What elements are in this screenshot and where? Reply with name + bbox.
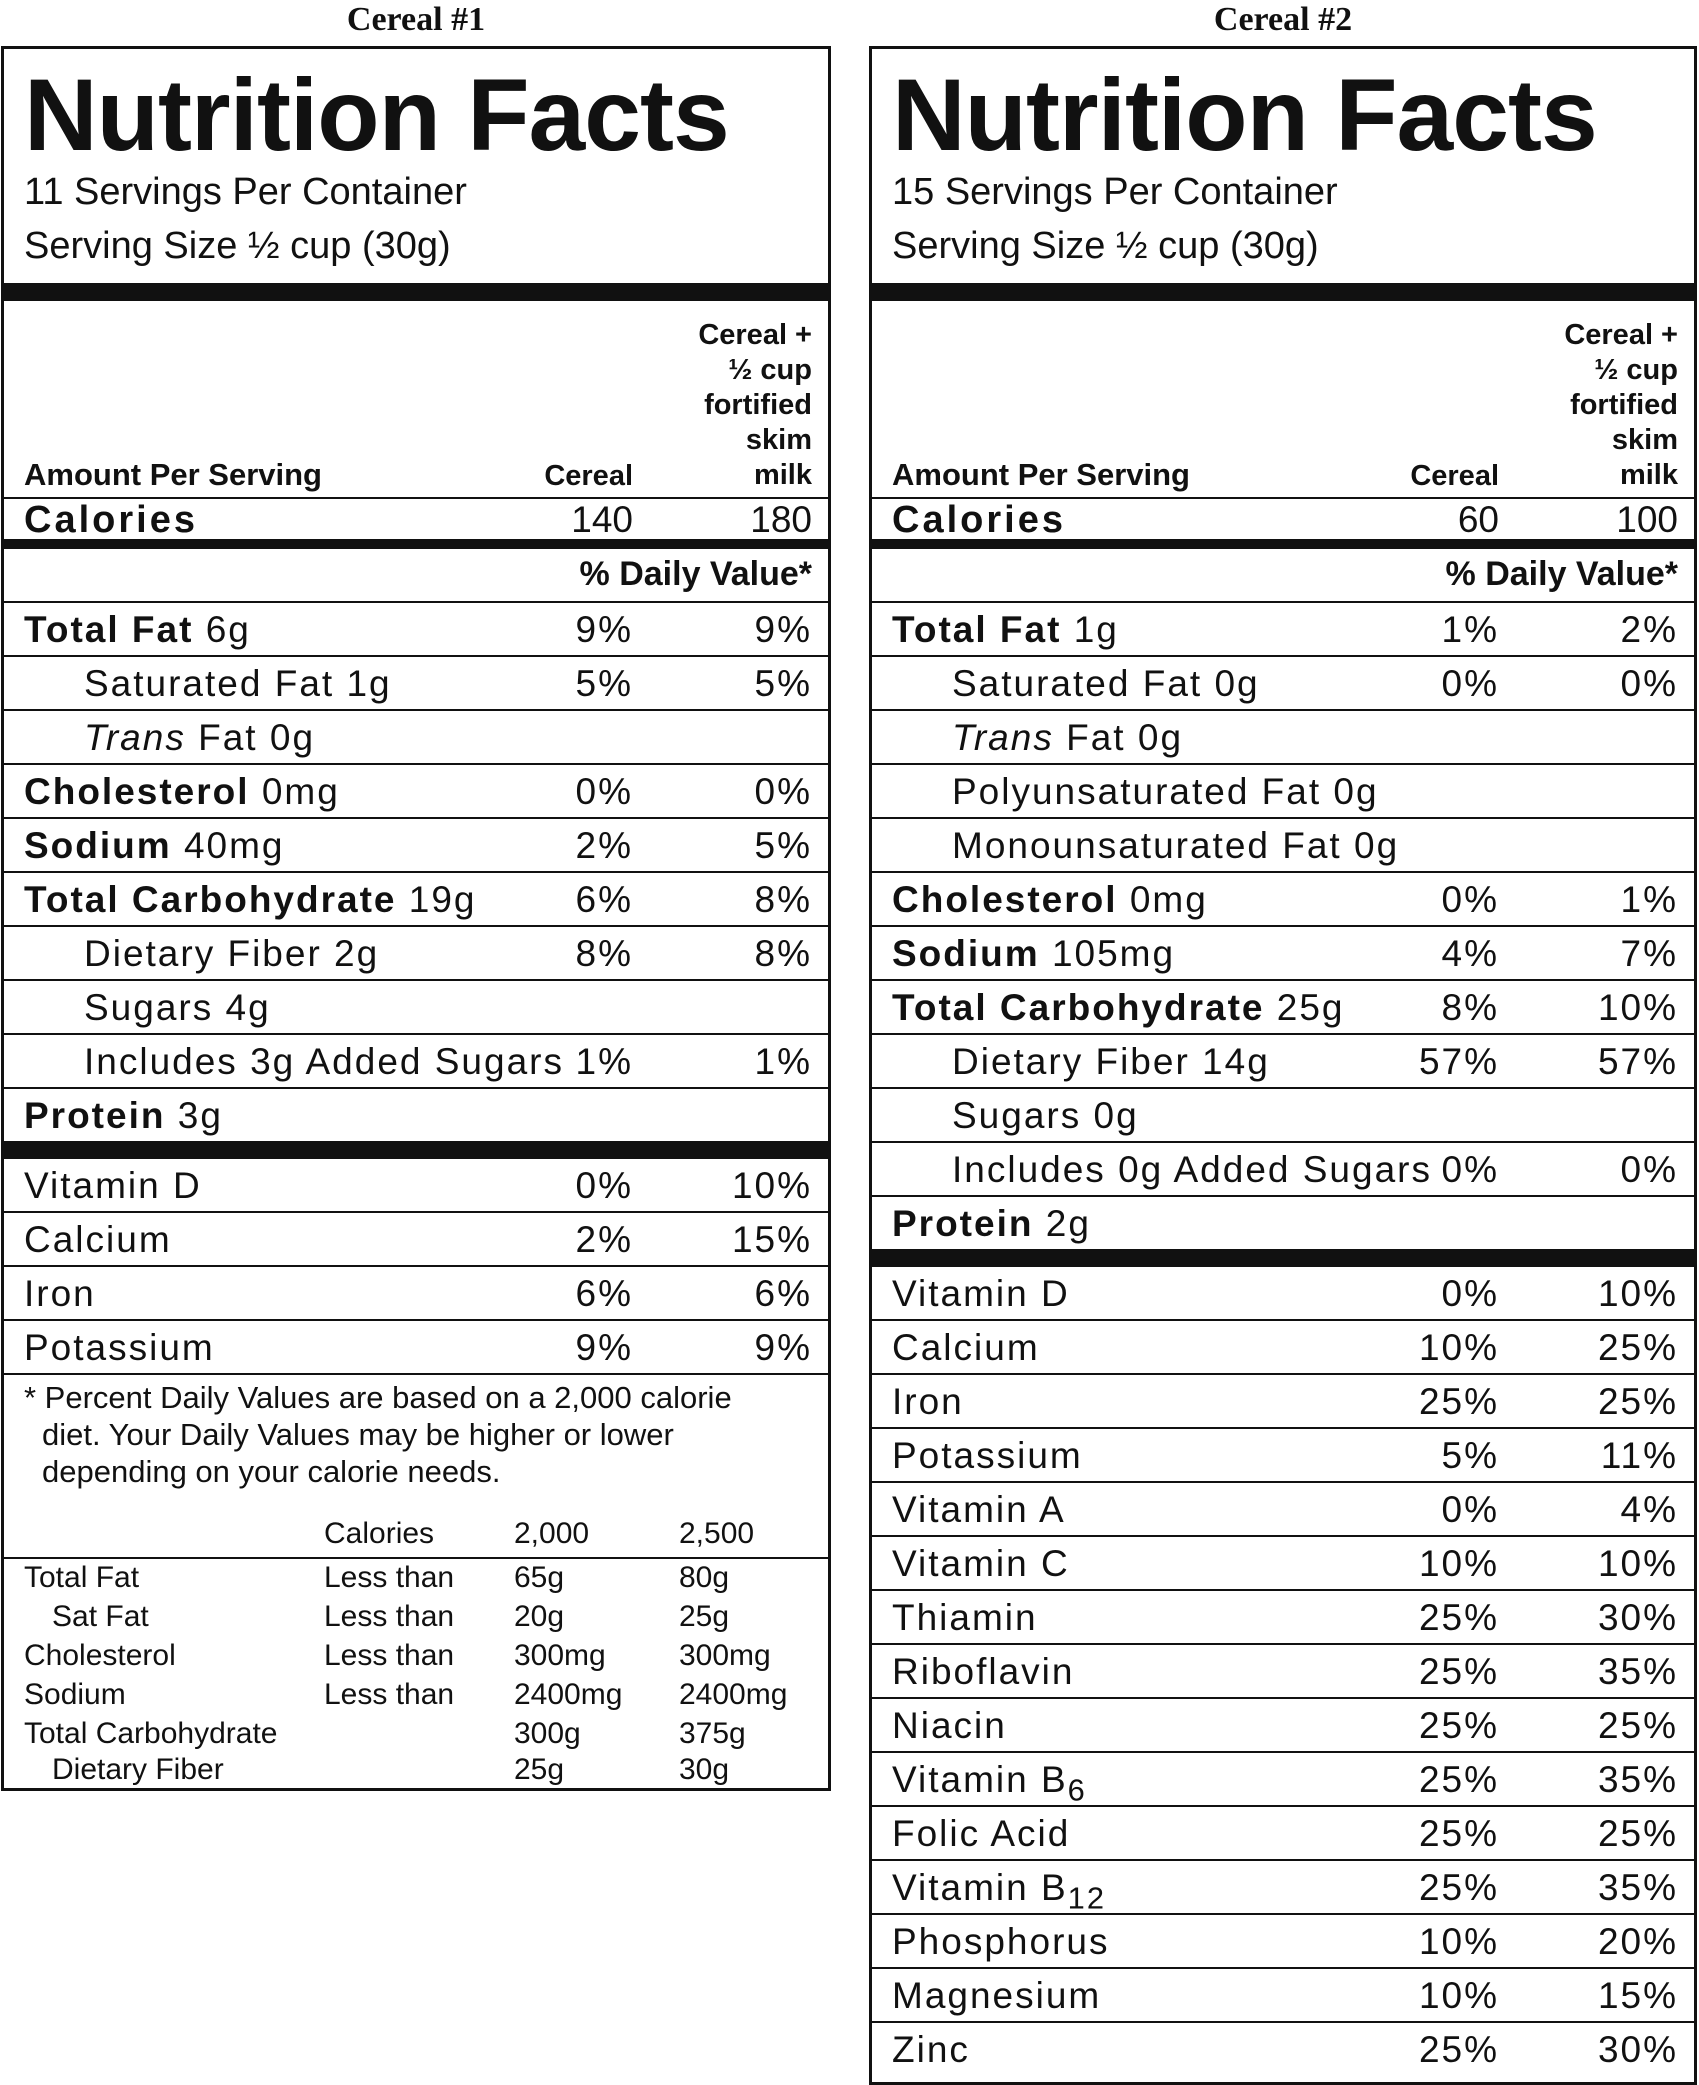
vitamin-dv-cereal: 10%	[1418, 1543, 1499, 1584]
nutrient-dv-cereal: 0%	[1441, 879, 1499, 920]
nutrient-amount: 6g	[193, 609, 251, 650]
vitamin-dv-milk: 10%	[1597, 1273, 1678, 1314]
vitamin-list	[872, 1267, 1694, 2075]
nutrient-amount: 0mg	[249, 771, 340, 812]
nutrient-amount: Includes 3g Added Sugars	[84, 1041, 564, 1082]
footnote-line: diet. Your Daily Values may be higher or lower	[42, 1417, 674, 1452]
vitamin-dv-milk: 35%	[1597, 1651, 1678, 1692]
nutrient-name	[24, 1095, 223, 1137]
vitamin-dv-milk: 35%	[1597, 1759, 1678, 1800]
vitamin-row	[872, 1321, 1694, 1375]
vitamin-dv-milk: 4%	[1620, 1489, 1678, 1530]
vitamin-name	[892, 1813, 1070, 1855]
vitamin-dv-milk: 6%	[754, 1273, 812, 1314]
nutrient-name-bold: Protein	[24, 1095, 166, 1136]
servings-per-container: 11 Servings Per Container	[24, 171, 467, 213]
vitamin-name-text: Riboflavin	[892, 1651, 1075, 1692]
cereal2-heading: Cereal #2	[1213, 1, 1353, 38]
vitamin-row	[872, 1753, 1694, 1807]
vitamin-name-text: Potassium	[24, 1327, 215, 1368]
vitamin-dv-milk: 11%	[1600, 1435, 1678, 1476]
vitamin-name	[892, 1273, 1070, 1315]
vitamin-dv-milk: 25%	[1597, 1705, 1678, 1746]
guide-nutrient: Total Carbohydrate	[24, 1717, 278, 1750]
nutrient-name	[952, 825, 1399, 867]
nutrient-amount: Saturated Fat 1g	[84, 663, 392, 704]
vitamin-dv-cereal: 25%	[1418, 1651, 1499, 1692]
vitamin-dv-milk: 35%	[1597, 1867, 1678, 1908]
column-header	[872, 301, 1694, 499]
vitamin-name-text: Folic Acid	[892, 1813, 1071, 1854]
nutrient-dv-cereal: 1%	[1441, 609, 1499, 650]
nutrient-dv-cereal: 8%	[575, 933, 633, 974]
nutrient-name-italic: Trans	[952, 717, 1054, 758]
vitamin-name	[892, 1651, 1074, 1693]
nutrient-row	[872, 1143, 1694, 1197]
vitamin-dv-milk: 25%	[1597, 1813, 1678, 1854]
nutrition-facts-title: Nutrition Facts	[24, 58, 729, 172]
serving-size: Serving Size ½ cup (30g)	[24, 225, 451, 267]
nutrient-amount: 0mg	[1117, 879, 1208, 920]
vitamin-row	[872, 1645, 1694, 1699]
vitamin-row	[872, 1591, 1694, 1645]
guide-value: 25g	[679, 1600, 730, 1633]
nutrient-dv-milk: 2%	[1620, 609, 1678, 650]
nutrient-name-bold: Cholesterol	[24, 771, 250, 812]
vitamin-dv-milk: 10%	[1597, 1543, 1678, 1584]
nutrient-amount: Sugars 0g	[952, 1095, 1139, 1136]
nutrient-name-italic: Trans	[84, 717, 186, 758]
vitamin-dv-cereal: 0%	[1441, 1273, 1499, 1314]
nutrient-dv-milk: 57%	[1597, 1041, 1678, 1082]
nutrient-dv-cereal: 1%	[575, 1041, 633, 1082]
nutrient-name	[84, 987, 271, 1029]
nutrient-name-bold: Protein	[892, 1203, 1034, 1244]
cereal-milk-column-header: Cereal + ½ cup fortified skim milk	[1564, 319, 1678, 491]
nutrient-dv-milk: 0%	[1620, 1149, 1678, 1190]
vitamin-dv-cereal: 2%	[575, 1219, 633, 1260]
nutrient-name	[24, 771, 340, 813]
nutrition-facts-title: Nutrition Facts	[892, 58, 1597, 172]
nutrient-name	[952, 1095, 1139, 1137]
nutrient-dv-cereal: 0%	[575, 771, 633, 812]
nutrient-amount: Dietary Fiber 14g	[952, 1041, 1270, 1082]
nutrient-row	[872, 1197, 1694, 1249]
nutrient-list	[4, 603, 828, 1141]
nutrient-name	[892, 933, 1175, 975]
nutrient-name	[84, 1041, 564, 1083]
guide-header-rule	[4, 1557, 828, 1559]
cereal-milk-column-header: Cereal + ½ cup fortified skim milk	[698, 319, 812, 491]
calories-label: Calories	[24, 499, 198, 541]
nutrient-amount: Fat 0g	[185, 717, 316, 758]
nutrient-row	[872, 927, 1694, 981]
vitamin-name	[24, 1165, 202, 1207]
nutrient-name-bold: Total Fat	[24, 609, 194, 650]
nutrient-row	[4, 873, 828, 927]
nutrient-row	[872, 819, 1694, 873]
vitamin-name	[892, 1489, 1066, 1531]
nutrient-amount: 3g	[165, 1095, 223, 1136]
nutrient-amount: Sugars 4g	[84, 987, 271, 1028]
guide-value: 65g	[514, 1561, 565, 1594]
vitamin-name-text: Vitamin C	[892, 1543, 1070, 1584]
vitamin-name-text: Vitamin D	[24, 1165, 202, 1206]
nutrient-row	[872, 1089, 1694, 1143]
column-header	[4, 301, 828, 499]
nutrient-amount: Dietary Fiber 2g	[84, 933, 380, 974]
vitamin-name-text: Iron	[892, 1381, 964, 1422]
nutrient-row	[872, 873, 1694, 927]
guide-value: 25g	[514, 1753, 565, 1786]
vitamin-name	[892, 1867, 1106, 1916]
nutrient-name	[84, 933, 379, 975]
nutrient-name-bold: Total Carbohydrate	[892, 987, 1265, 1028]
nutrient-name	[24, 879, 476, 921]
vitamin-dv-cereal: 0%	[1441, 1489, 1499, 1530]
nutrient-amount: 2g	[1033, 1203, 1091, 1244]
nutrient-amount: 19g	[396, 879, 477, 920]
nutrient-name-bold: Cholesterol	[892, 879, 1118, 920]
amount-per-serving: Amount Per Serving	[892, 457, 1190, 492]
vitamin-list	[4, 1159, 828, 1375]
vitamin-name-text: Thiamin	[892, 1597, 1038, 1638]
nutrient-amount: 105mg	[1039, 933, 1176, 974]
nutrient-row	[872, 711, 1694, 765]
cereal-column-header: Cereal	[1410, 460, 1499, 492]
vitamin-dv-milk: 30%	[1597, 1597, 1678, 1638]
nutrient-dv-milk: 0%	[754, 771, 812, 812]
vitamin-dv-cereal: 10%	[1418, 1327, 1499, 1368]
vitamin-dv-cereal: 25%	[1418, 1813, 1499, 1854]
amount-per-serving: Amount Per Serving	[24, 457, 322, 492]
vitamin-name-text: Calcium	[892, 1327, 1040, 1368]
footnote-line: depending on your calorie needs.	[42, 1454, 501, 1489]
nutrient-name-bold: Sodium	[24, 825, 172, 866]
vitamin-row	[872, 1915, 1694, 1969]
nutrient-row	[4, 711, 828, 765]
vitamin-name-text: Potassium	[892, 1435, 1083, 1476]
calories-label: Calories	[892, 499, 1066, 541]
nutrient-name	[952, 1041, 1270, 1083]
nutrient-name-bold: Total Fat	[892, 609, 1062, 650]
serving-size: Serving Size ½ cup (30g)	[892, 225, 1319, 267]
nutrient-name-bold: Total Carbohydrate	[24, 879, 397, 920]
daily-value-header: % Daily Value*	[872, 549, 1694, 603]
guide-value: 30g	[679, 1753, 730, 1786]
nutrient-row	[872, 1035, 1694, 1089]
vitamin-row	[872, 1267, 1694, 1321]
vitamin-dv-milk: 25%	[1597, 1381, 1678, 1422]
nutrient-name	[952, 771, 1379, 813]
daily-value-guide-table	[4, 1517, 828, 1787]
vitamin-name	[892, 1921, 1109, 1963]
vitamin-name	[892, 1759, 1087, 1808]
nutrient-dv-milk: 8%	[754, 933, 812, 974]
nutrient-row	[4, 657, 828, 711]
guide-value: 80g	[679, 1561, 730, 1594]
vitamin-row	[872, 2023, 1694, 2075]
guide-nutrient: Sodium	[24, 1678, 126, 1711]
nutrient-dv-milk: 7%	[1620, 933, 1678, 974]
nutrient-amount: Saturated Fat 0g	[952, 663, 1260, 704]
guide-value: 375g	[679, 1717, 746, 1750]
daily-value-header: % Daily Value*	[4, 549, 828, 603]
nutrient-dv-milk: 9%	[754, 609, 812, 650]
servings-per-container: 15 Servings Per Container	[892, 171, 1338, 213]
guide-value: 2400mg	[514, 1678, 623, 1711]
guide-nutrient: Total Fat	[24, 1561, 140, 1594]
vitamin-name	[892, 1975, 1101, 2017]
vitamin-name-text: Iron	[24, 1273, 96, 1314]
vitamin-name	[892, 1381, 964, 1423]
nutrient-dv-milk: 1%	[754, 1041, 812, 1082]
nutrient-name	[84, 663, 392, 705]
nutrient-amount: Monounsaturated Fat 0g	[952, 825, 1400, 866]
guide-nutrient: Dietary Fiber	[52, 1753, 224, 1786]
vitamin-name	[24, 1273, 96, 1315]
nutrient-dv-milk: 1%	[1620, 879, 1678, 920]
cereal1-heading: Cereal #1	[346, 1, 486, 38]
vitamin-name-text: Magnesium	[892, 1975, 1102, 2016]
vitamin-dv-milk: 30%	[1597, 2029, 1678, 2070]
vitamin-name	[892, 1597, 1038, 1639]
vitamin-name-text: Vitamin D	[892, 1273, 1070, 1314]
nutrient-amount: Polyunsaturated Fat 0g	[952, 771, 1379, 812]
nutrient-amount: 1g	[1061, 609, 1119, 650]
nutrient-name	[952, 717, 1183, 759]
nutrient-dv-milk: 0%	[1620, 663, 1678, 704]
calories-row	[872, 499, 1694, 539]
vitamin-name-text: Calcium	[24, 1219, 172, 1260]
vitamin-dv-milk: 20%	[1597, 1921, 1678, 1962]
nutrient-name	[952, 1149, 1432, 1191]
vitamin-row	[872, 1699, 1694, 1753]
vitamin-dv-milk: 9%	[754, 1327, 812, 1368]
vitamin-name	[892, 1543, 1070, 1585]
vitamin-row	[872, 1483, 1694, 1537]
vitamin-name	[892, 1435, 1083, 1477]
calories-milk: 100	[1616, 499, 1678, 540]
nutrient-row	[4, 981, 828, 1035]
nutrient-row	[872, 981, 1694, 1035]
guide-nutrient: Cholesterol	[24, 1639, 176, 1672]
vitamin-dv-cereal: 25%	[1418, 1381, 1499, 1422]
nutrient-dv-cereal: 9%	[575, 609, 633, 650]
vitamin-dv-cereal: 25%	[1418, 1705, 1499, 1746]
vitamin-name-text: Vitamin B	[892, 1867, 1068, 1908]
guide-value: 300mg	[514, 1639, 606, 1672]
calories-cereal: 60	[1457, 499, 1499, 540]
vitamin-name	[892, 1327, 1040, 1369]
vitamin-dv-cereal: 6%	[575, 1273, 633, 1314]
nutrient-name	[24, 825, 285, 867]
vitamin-dv-cereal: 25%	[1418, 1867, 1499, 1908]
vitamin-row	[4, 1321, 828, 1375]
nutrient-name	[84, 717, 315, 759]
vitamin-row	[872, 1807, 1694, 1861]
guide-value: Less than	[324, 1561, 455, 1594]
vitamin-dv-cereal: 25%	[1418, 1597, 1499, 1638]
footnote-line: * Percent Daily Values are based on a 2,000 calorie	[24, 1380, 732, 1415]
nutrient-amount: 25g	[1264, 987, 1345, 1028]
nutrient-name	[892, 609, 1119, 651]
vitamin-dv-cereal: 25%	[1418, 1759, 1499, 1800]
nutrient-dv-cereal: 0%	[1441, 663, 1499, 704]
vitamin-row	[872, 1429, 1694, 1483]
guide-header-cell: 2,000	[514, 1517, 590, 1550]
nutrient-dv-cereal: 5%	[575, 663, 633, 704]
nutrient-dv-cereal: 2%	[575, 825, 633, 866]
nutrient-dv-cereal: 4%	[1441, 933, 1499, 974]
nutrient-row	[4, 603, 828, 657]
nutrient-row	[4, 1035, 828, 1089]
vitamin-name-text: Phosphorus	[892, 1921, 1110, 1962]
footnote	[4, 1375, 828, 1490]
nutrient-dv-cereal: 57%	[1418, 1041, 1499, 1082]
nutrient-row	[4, 819, 828, 873]
vitamin-dv-cereal: 10%	[1418, 1975, 1499, 2016]
vitamin-subscript: 6	[1067, 1772, 1087, 1808]
nutrient-list	[872, 603, 1694, 1249]
vitamin-name-text: Zinc	[892, 2029, 970, 2070]
nutrient-row	[872, 603, 1694, 657]
vitamin-name-text: Vitamin B	[892, 1759, 1068, 1800]
vitamin-dv-cereal: 10%	[1418, 1921, 1499, 1962]
vitamin-dv-cereal: 5%	[1441, 1435, 1499, 1476]
nutrient-row	[4, 927, 828, 981]
nutrient-amount: Fat 0g	[1053, 717, 1184, 758]
vitamin-row	[4, 1159, 828, 1213]
vitamin-dv-milk: 15%	[731, 1219, 812, 1260]
calories-cereal: 140	[571, 499, 633, 540]
vitamin-row	[872, 1375, 1694, 1429]
guide-value: Less than	[324, 1600, 455, 1633]
vitamin-name	[892, 2029, 970, 2071]
calories-row	[4, 499, 828, 539]
nutrient-name	[892, 879, 1208, 921]
vitamin-row	[872, 1969, 1694, 2023]
nutrient-name	[24, 609, 251, 651]
nutrient-name	[892, 1203, 1091, 1245]
vitamin-name	[24, 1327, 215, 1369]
vitamin-name-text: Niacin	[892, 1705, 1007, 1746]
guide-value: 300mg	[679, 1639, 771, 1672]
vitamin-row	[872, 1861, 1694, 1915]
nutrient-name	[892, 987, 1344, 1029]
cereal-column-header: Cereal	[544, 460, 633, 492]
vitamin-dv-milk: 25%	[1597, 1327, 1678, 1368]
nutrient-dv-milk: 5%	[754, 825, 812, 866]
vitamin-row	[4, 1267, 828, 1321]
guide-value: 20g	[514, 1600, 565, 1633]
cereal2-nutrition-label	[869, 46, 1697, 2085]
cereal1-nutrition-label	[1, 46, 831, 1791]
nutrient-row	[4, 1089, 828, 1141]
guide-value: Less than	[324, 1639, 455, 1672]
vitamin-name	[24, 1219, 172, 1261]
calories-milk: 180	[750, 499, 812, 540]
vitamin-row	[872, 1537, 1694, 1591]
nutrient-dv-milk: 5%	[754, 663, 812, 704]
nutrient-amount: Includes 0g Added Sugars	[952, 1149, 1432, 1190]
nutrient-row	[872, 765, 1694, 819]
vitamin-name	[892, 1705, 1007, 1747]
guide-value: 2400mg	[679, 1678, 788, 1711]
nutrient-dv-milk: 8%	[754, 879, 812, 920]
vitamin-dv-cereal: 9%	[575, 1327, 633, 1368]
guide-value: 300g	[514, 1717, 581, 1750]
nutrient-amount: 40mg	[171, 825, 285, 866]
vitamin-row	[4, 1213, 828, 1267]
vitamin-name-text: Vitamin A	[892, 1489, 1066, 1530]
nutrient-row	[872, 657, 1694, 711]
nutrient-dv-cereal: 6%	[575, 879, 633, 920]
vitamin-dv-cereal: 25%	[1418, 2029, 1499, 2070]
nutrient-dv-cereal: 8%	[1441, 987, 1499, 1028]
guide-nutrient: Sat Fat	[52, 1600, 149, 1633]
guide-value: Less than	[324, 1678, 455, 1711]
nutrient-dv-milk: 10%	[1597, 987, 1678, 1028]
vitamin-dv-cereal: 0%	[575, 1165, 633, 1206]
vitamin-dv-milk: 10%	[731, 1165, 812, 1206]
nutrient-name	[952, 663, 1260, 705]
guide-header-cell: 2,500	[679, 1517, 755, 1550]
nutrient-row	[4, 765, 828, 819]
vitamin-dv-milk: 15%	[1597, 1975, 1678, 2016]
nutrient-name-bold: Sodium	[892, 933, 1040, 974]
nutrient-dv-cereal: 0%	[1441, 1149, 1499, 1190]
vitamin-subscript: 12	[1067, 1880, 1106, 1916]
guide-header-cell: Calories	[324, 1517, 435, 1550]
